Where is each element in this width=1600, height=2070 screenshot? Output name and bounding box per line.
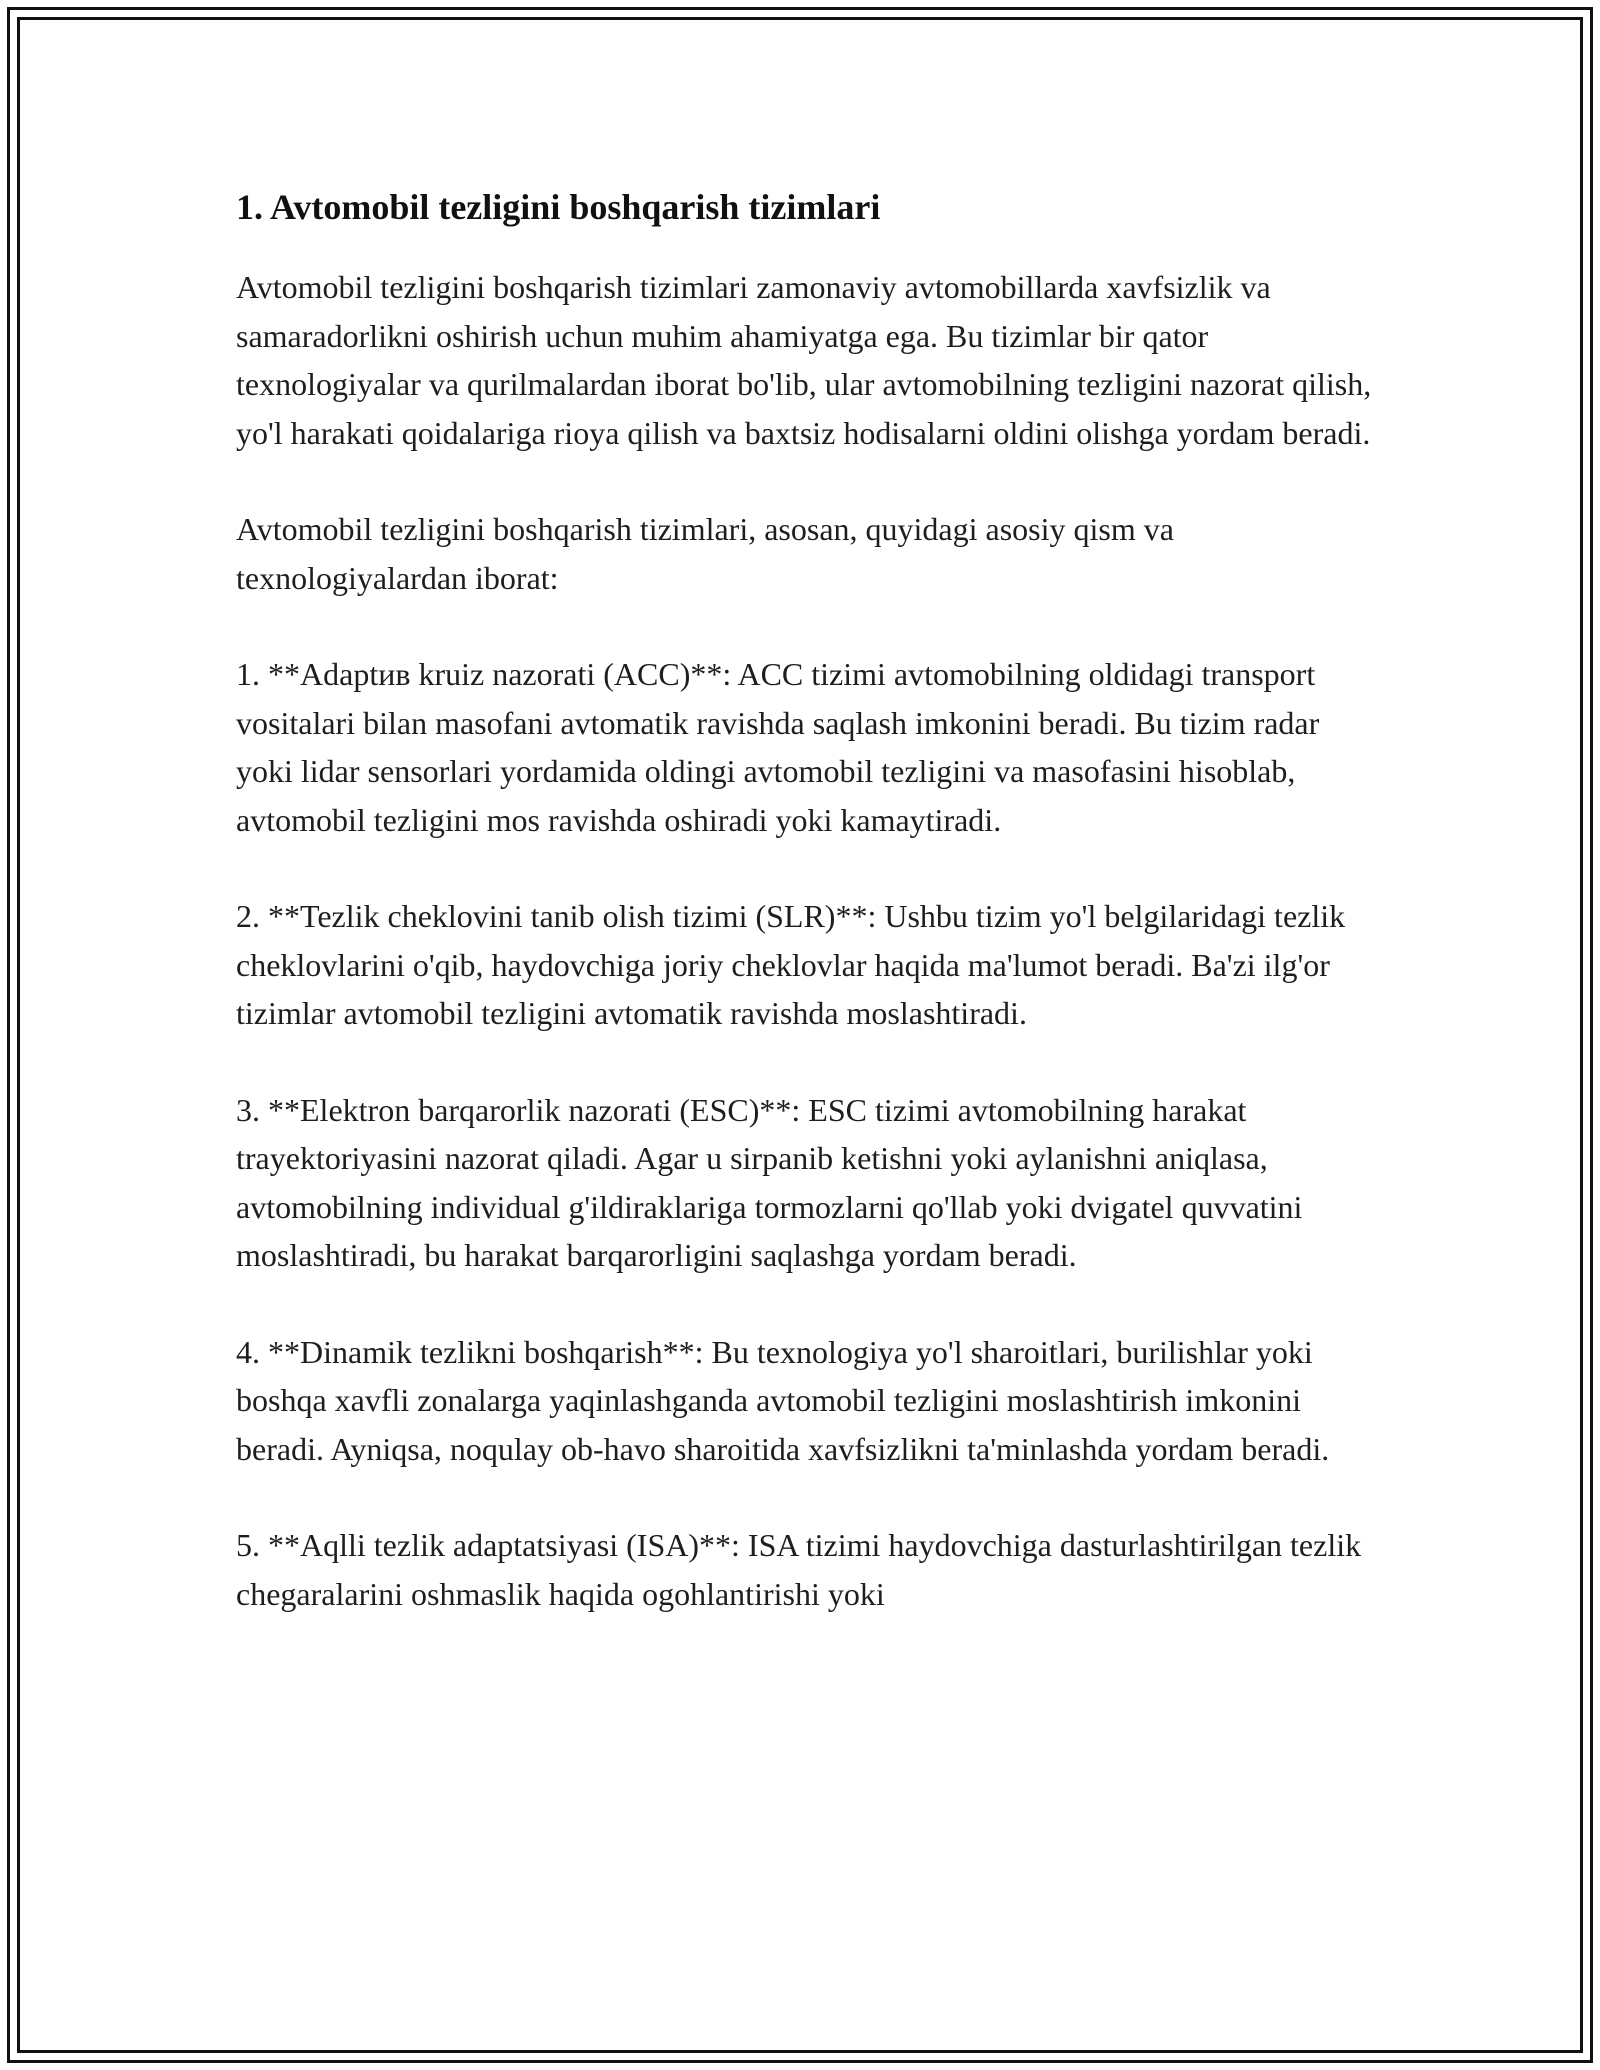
list-item-slr: 2. **Tezlik cheklovini tanib olish tizimi (SLR)**: Ushbu tizim yo'l belgilaridagi tezlik cheklovlarini o'qib, haydovchiga joriy cheklovlar haqida ma'lumot beradi. Ba'zi ilg'or tizimlar avtomobil tezligini avtomatik ravishda moslashtiradi. (236, 898, 1346, 1032)
list-item-dynamic-speed: 4. **Dinamik tezlikni boshqarish**: Bu texnologiya yo'l sharoitlari, burilishlar yoki boshqa xavfli zonalarga yaqinlashganda avtomobil tezligini moslashtirish imkonini beradi. Ayniqsa, noqulay ob-havo sharoitida xavfsizlikni ta'minlashda yordam beradi. (236, 1333, 1330, 1467)
list-item-acc: 1. **Adaptив kruiz nazorati (ACC)**: ACC tizimi avtomobilning oldidagi transport vositalari bilan masofani avtomatik ravishda saqlash imkonini beradi. Bu tizim radar yoki lidar sensorlari yordamida oldingi avtomobil tezligini va masofasini hisoblab, avtomobil tezligini mos ravishda oshiradi yoki kamaytiradi. (236, 656, 1320, 838)
list-item-isa: 5. **Aqlli tezlik adaptatsiyasi (ISA)**: ISA tizimi haydovchiga dasturlashtirilgan tezlik chegaralarini oshmaslik haqida ogohlantirishi yoki (236, 1527, 1362, 1612)
intro-paragraph: Avtomobil tezligini boshqarish tizimlari zamonaviy avtomobillarda xavfsizlik va samaradorlikni oshirish uchun muhim ahamiyatga ega. Bu tizimlar bir qator texnologiyalar va qurilmalardan iborat bo'lib, ular avtomobilning tezligini nazorat qilish, yo'l harakati qoidalariga rioya qilish va baxtsiz hodisalarni oldini olishga yordam beradi. (236, 269, 1372, 451)
overview-paragraph: Avtomobil tezligini boshqarish tizimlari, asosan, quyidagi asosiy qism va texnologiyalardan iborat: (236, 511, 1174, 596)
document-body (236, 186, 1376, 1666)
list-item-esc: 3. **Elektron barqarorlik nazorati (ESC)**: ESC tizimi avtomobilning harakat trayektoriyasini nazorat qiladi. Agar u sirpanib ketishni yoki aylanishni aniqlasa, avtomobilning individual g'ildiraklariga tormozlarni qo'llab yoki dvigatel quvvatini moslashtiradi, bu harakat barqarorligini saqlashga yordam beradi. (236, 1091, 1303, 1274)
section-heading: 1. Avtomobil tezligini boshqarish tizimlari (236, 187, 881, 227)
